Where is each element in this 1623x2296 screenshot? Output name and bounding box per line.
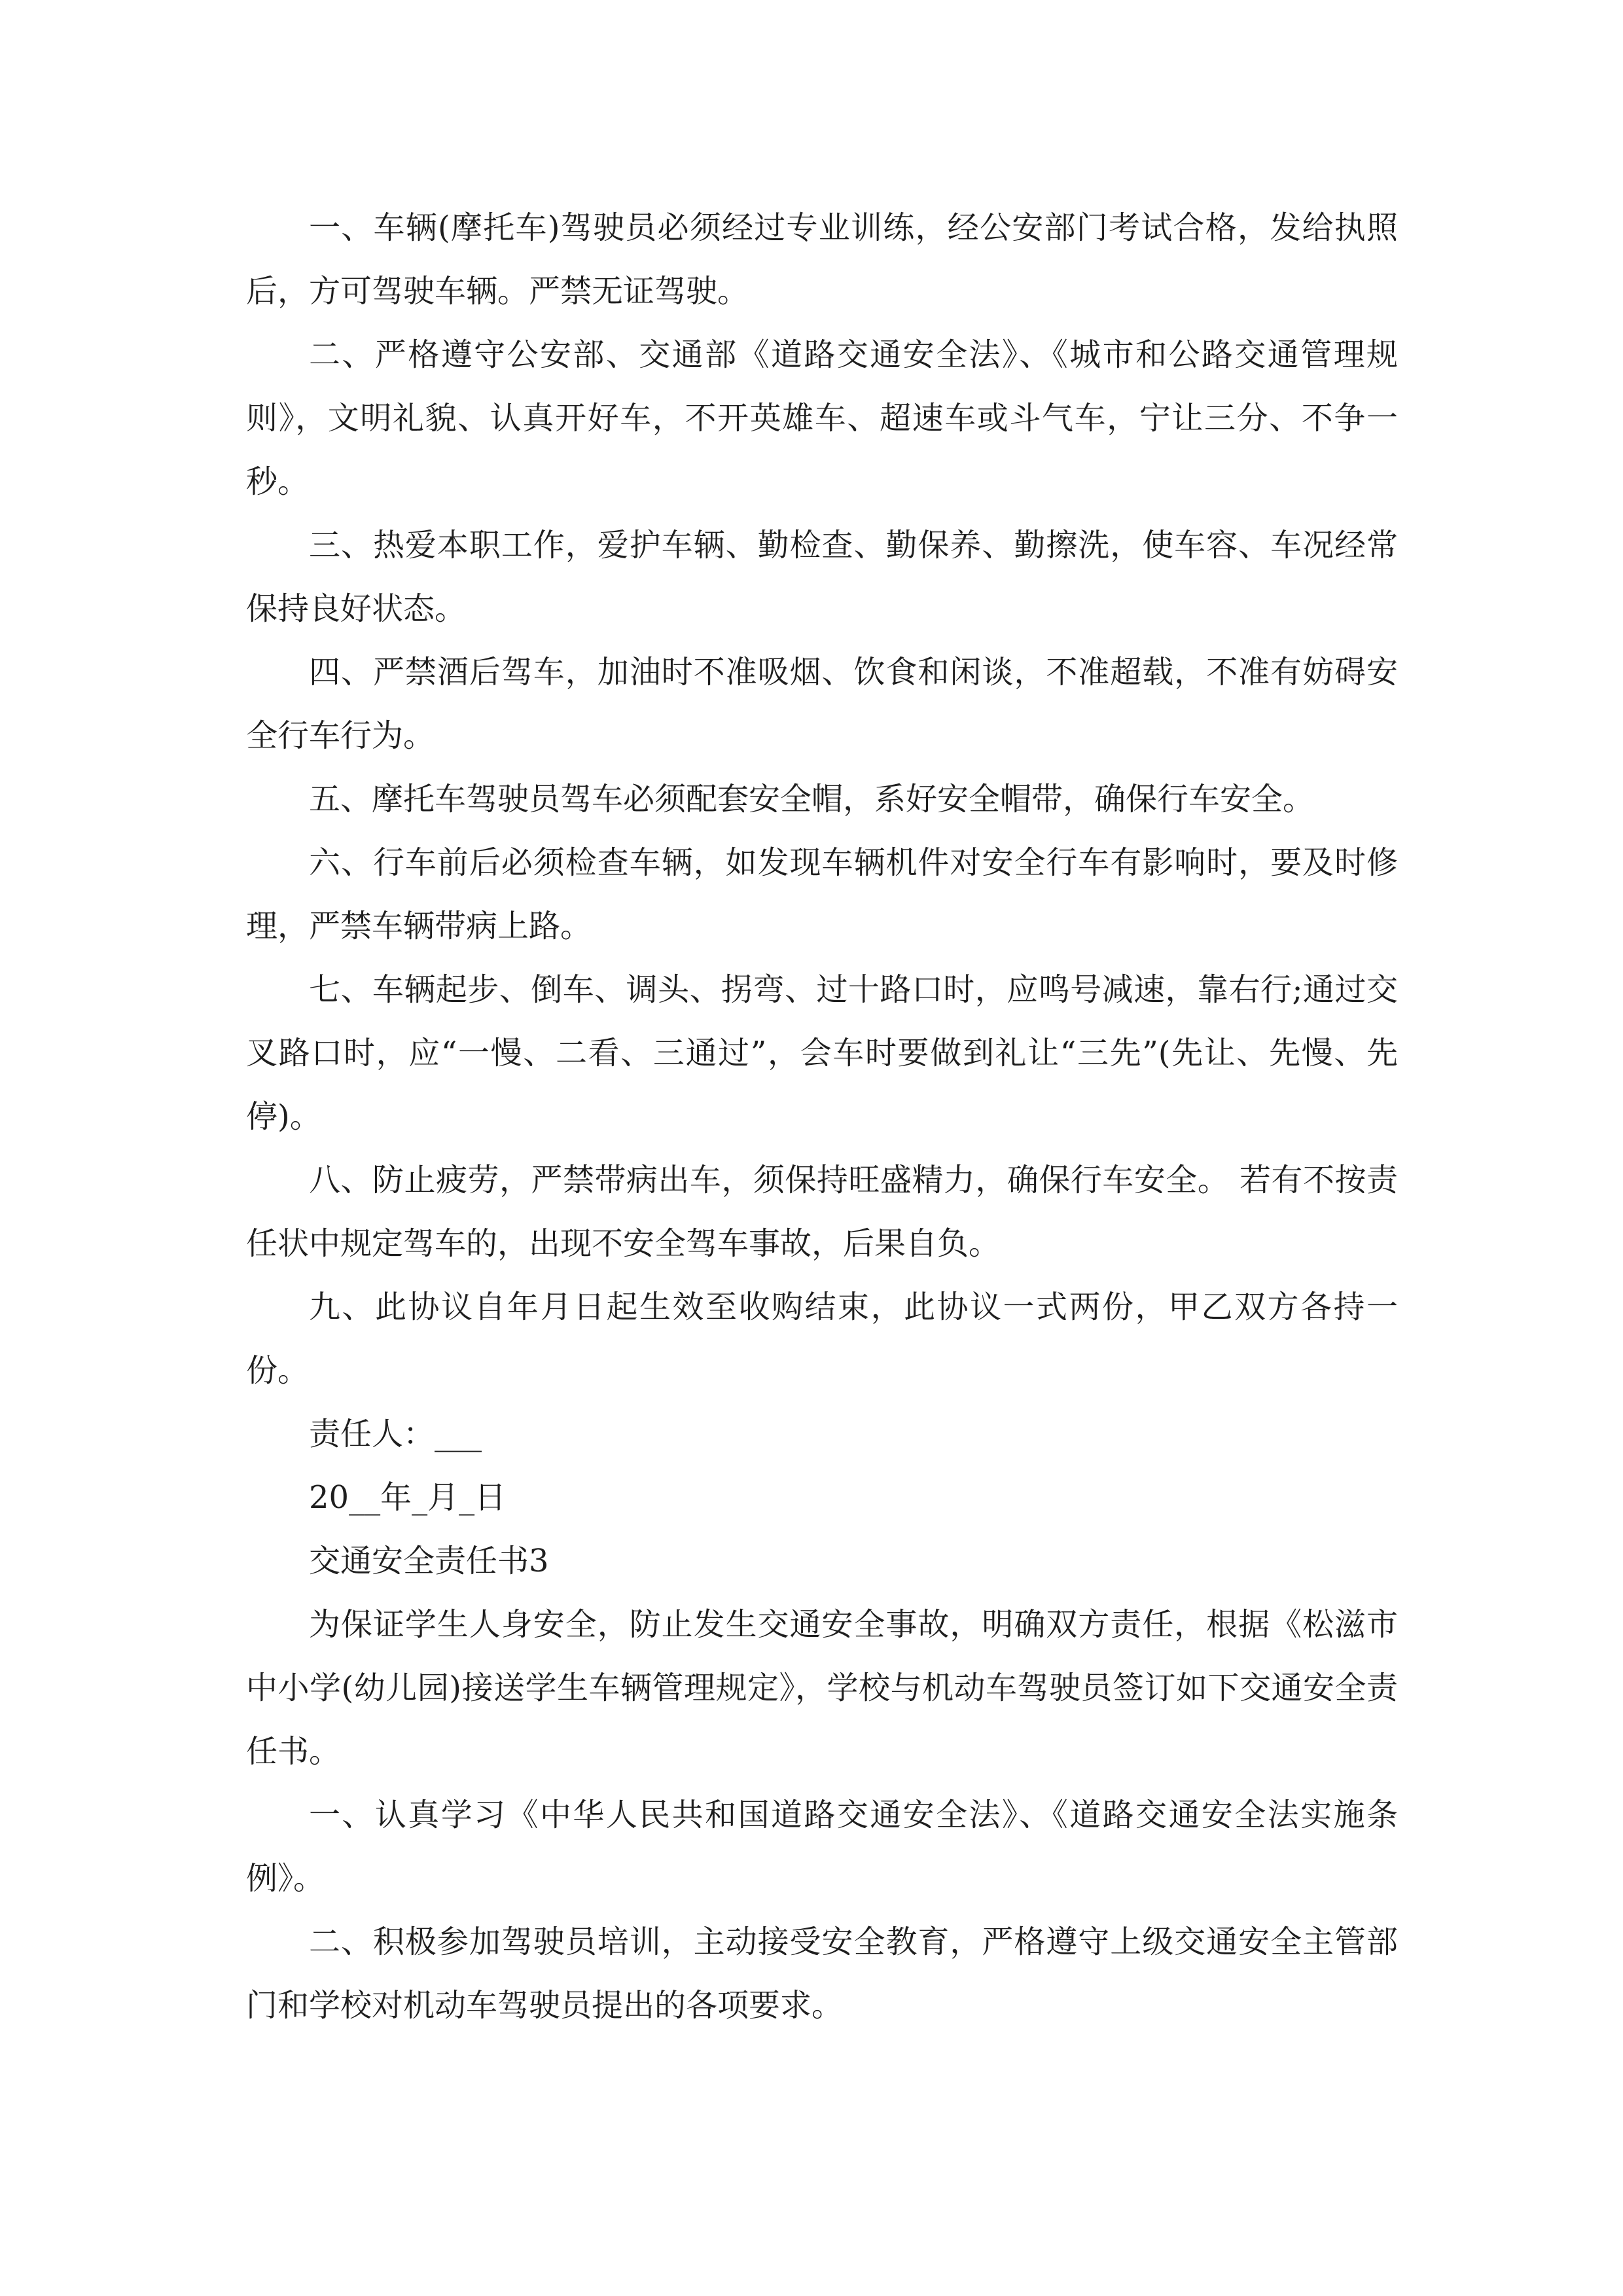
clause-7-paragraph: 七、车辆起步、倒车、调头、拐弯、过十路口时，应鸣号减速，靠右行;通过交叉路口时，应“一慢、二看、三通过”，会车时要做到礼让“三先”(先让、先慢、先停)。 [246, 971, 1398, 1135]
clause-9-paragraph: 九、此协议自年月日起生效至收购结束，此协议一式两份，甲乙双方各持一份。 [246, 1289, 1398, 1389]
preamble-paragraph: 为保证学生人身安全，防止发生交通安全事故，明确双方责任，根据《松滋市中小学(幼儿园)接送学生车辆管理规定》，学校与机动车驾驶员签订如下交通安全责任书。 [246, 1606, 1398, 1770]
clause-1-paragraph: 一、车辆(摩托车)驾驶员必须经过专业训练，经公安部门考试合格，发给执照后，方可驾驶车辆。严禁无证驾驶。 [246, 209, 1398, 310]
clause-2-paragraph: 二、严格遵守公安部、交通部《道路交通安全法》、《城市和公路交通管理规则》，文明礼貌、认真开好车，不开英雄车、超速车或斗气车，宁让三分、不争一秒。 [246, 336, 1398, 500]
clause-6-paragraph: 六、行车前后必须检查车辆，如发现车辆机件对安全行车有影响时，要及时修理，严禁车辆带病上路。 [246, 844, 1398, 944]
clause-3-paragraph: 三、热爱本职工作，爱护车辆、勤检查、勤保养、勤擦洗，使车容、车况经常保持良好状态。 [246, 527, 1398, 627]
document-body [246, 196, 1398, 2037]
responsible-person-line: 责任人：___ [309, 1416, 482, 1452]
clause-5-paragraph: 五、摩托车驾驶员驾车必须配套安全帽，系好安全帽带，确保行车安全。 [309, 781, 1315, 817]
clause-4-paragraph: 四、严禁酒后驾车，加油时不准吸烟、饮食和闲谈，不准超载，不准有妨碍安全行车行为。 [246, 654, 1398, 754]
item-1-paragraph: 一、认真学习《中华人民共和国道路交通安全法》、《道路交通安全法实施条例》。 [246, 1797, 1398, 1897]
item-2-paragraph: 二、积极参加驾驶员培训，主动接受安全教育，严格遵守上级交通安全主管部门和学校对机动车驾驶员提出的各项要求。 [246, 1924, 1398, 2024]
date-line: 20__年_月_日 [309, 1479, 507, 1516]
section-heading: 交通安全责任书3 [309, 1543, 549, 1579]
clause-8-paragraph: 八、防止疲劳，严禁带病出车，须保持旺盛精力，确保行车安全。 若有不按责任状中规定驾车的，出现不安全驾车事故，后果自负。 [246, 1162, 1398, 1262]
